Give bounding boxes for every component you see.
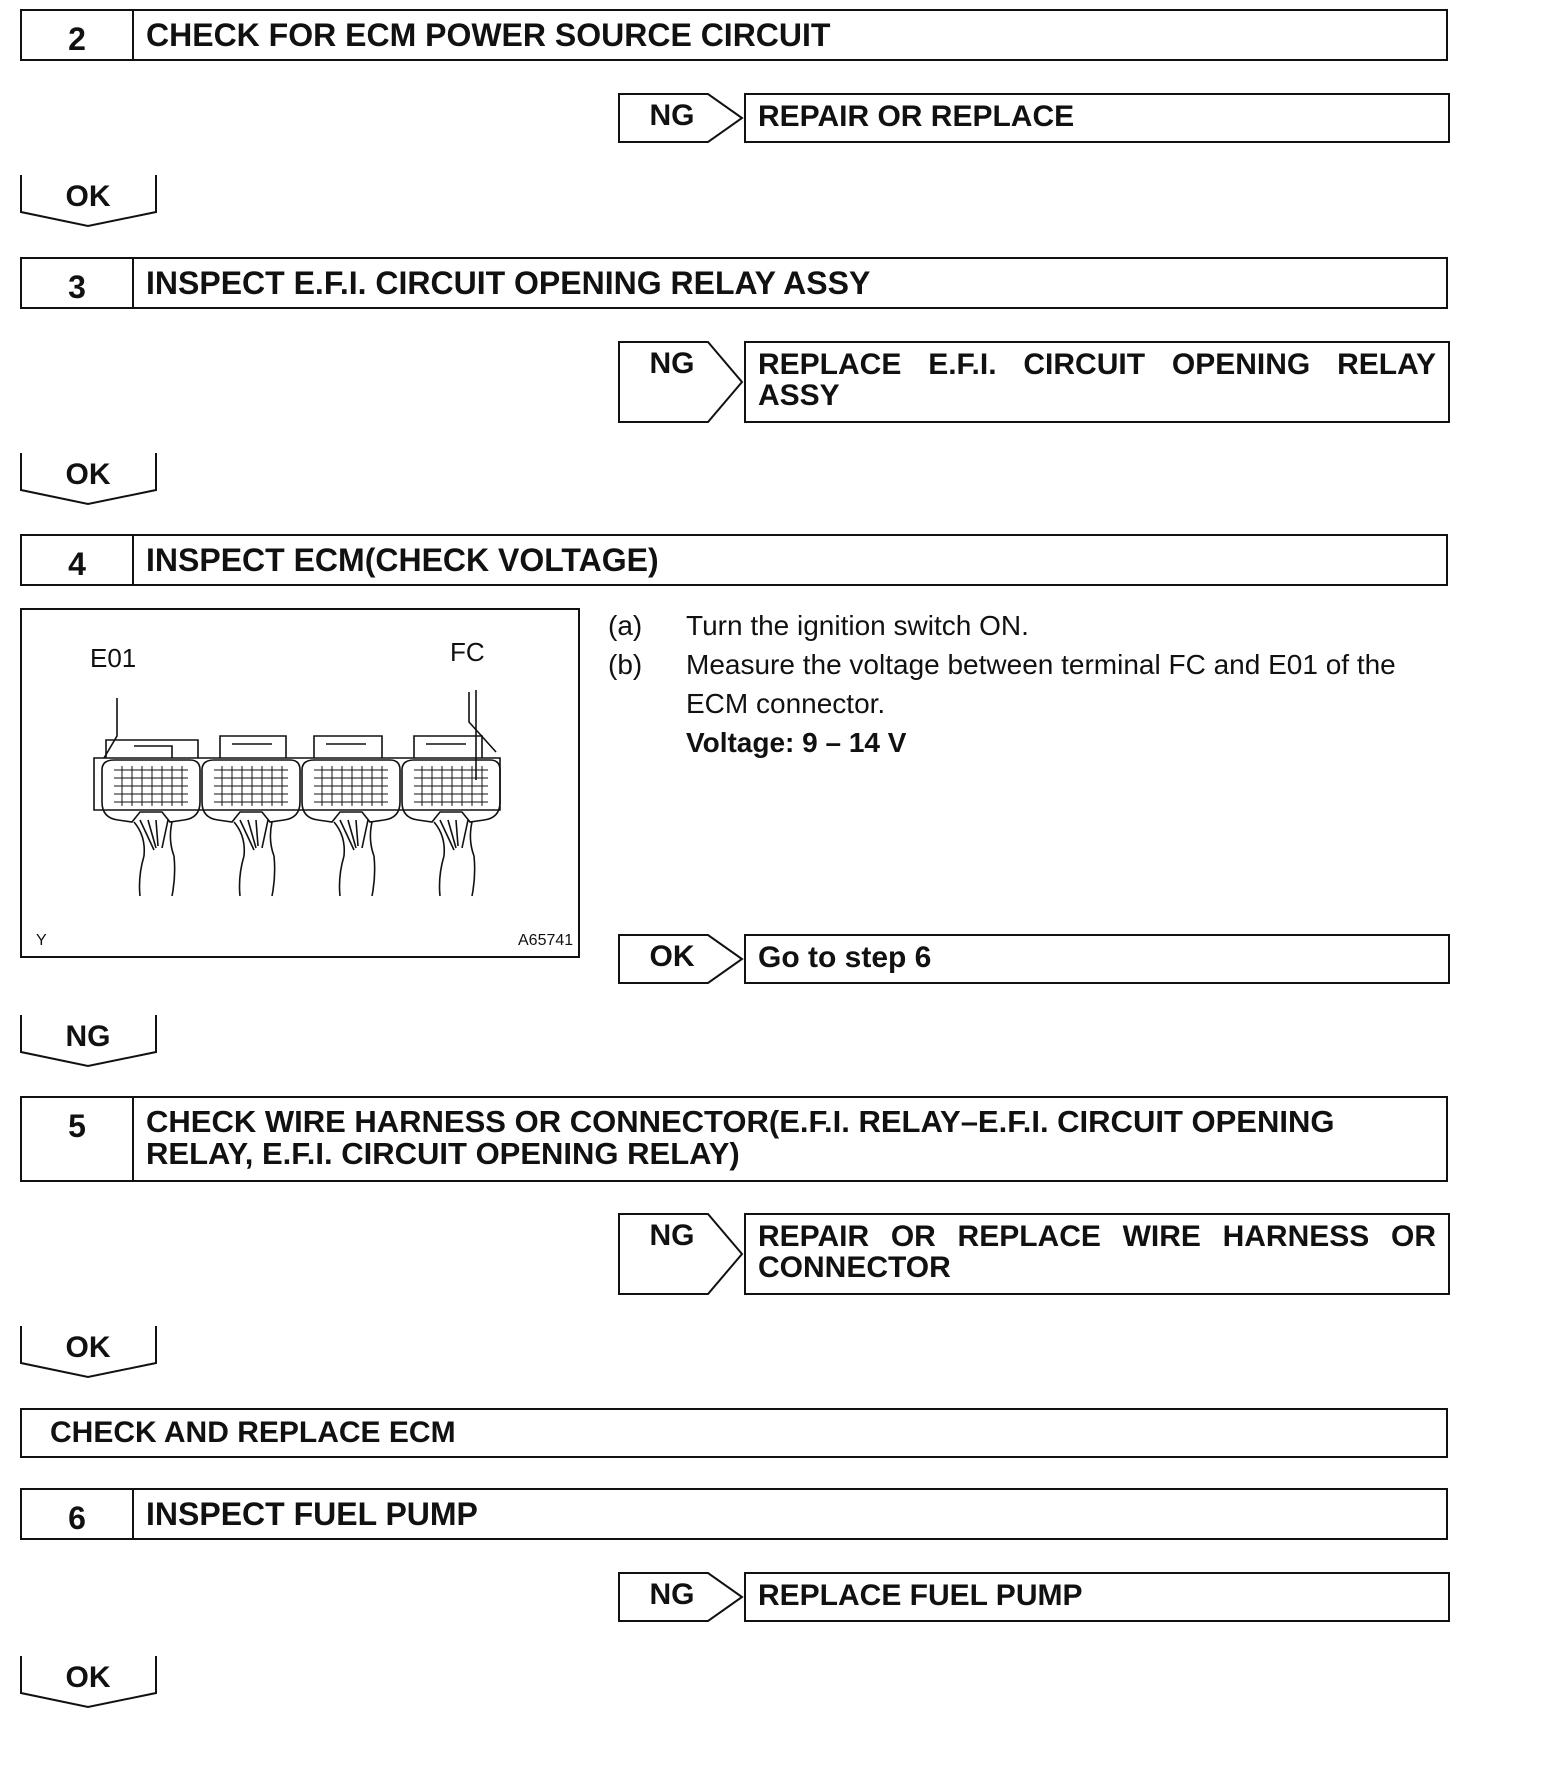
ecm-connector-figure (20, 608, 580, 958)
result-text-box: REPAIR OR REPLACE WIRE HARNESS OR CONNECTOR (744, 1213, 1450, 1295)
result-tag-label: NG (649, 1219, 695, 1252)
step-title: INSPECT E.F.I. CIRCUIT OPENING RELAY ASSY (146, 265, 871, 301)
instruction-text: Turn the ignition switch ON. (686, 610, 1029, 641)
flow-label: OK (65, 180, 111, 213)
result-tag-label: NG (649, 347, 695, 380)
flow-down-ok-4 (20, 1655, 158, 1711)
result-tag-label: OK (649, 940, 695, 973)
terminal-label-e01: E01 (90, 643, 137, 673)
flow-label: OK (65, 458, 111, 491)
step-number: 6 (22, 1490, 134, 1538)
flow-label: OK (65, 1331, 111, 1364)
result-tag-label: NG (649, 1578, 695, 1611)
result-text-box: Go to step 6 (744, 934, 1450, 984)
step-3-header (20, 257, 1448, 309)
instruction-item (608, 645, 1458, 723)
instruction-key: (b) (608, 649, 643, 680)
instruction-text: Measure the voltage between terminal FC and E01 of the ECM connector. (686, 649, 1396, 719)
terminal-label-fc: FC (450, 637, 485, 667)
step-title: CHECK FOR ECM POWER SOURCE CIRCUIT (146, 17, 831, 53)
step-5-header (20, 1096, 1448, 1182)
step-4-header (20, 534, 1448, 586)
flow-down-ok-2 (20, 452, 158, 508)
instruction-key: (a) (608, 610, 643, 641)
step-number: 4 (22, 536, 134, 584)
result-tag-label: NG (649, 99, 695, 132)
step-title: CHECK WIRE HARNESS OR CONNECTOR(E.F.I. RELAY–E.F.I. CIRCUIT OPENING RELAY, E.F.I. CIRCUIT OPENING RELAY) (146, 1104, 1335, 1171)
result-text-box: REPAIR OR REPLACE (744, 93, 1450, 143)
figure-id: A65741 (518, 932, 574, 949)
step-number: 2 (22, 11, 134, 59)
step-title: INSPECT FUEL PUMP (146, 1496, 478, 1532)
figure-corner-code: Y (36, 932, 47, 949)
step-6-header (20, 1488, 1448, 1540)
step-title: INSPECT ECM(CHECK VOLTAGE) (146, 542, 659, 578)
instruction-item (608, 606, 1458, 645)
flow-down-ok-1 (20, 174, 158, 230)
flow-label: NG (65, 1020, 111, 1053)
flow-down-ng (20, 1014, 158, 1070)
step-2-header (20, 9, 1448, 61)
ecm-connector-drawing (22, 610, 578, 956)
flow-label: OK (65, 1661, 111, 1694)
flow-down-ok-3 (20, 1325, 158, 1381)
result-text-box: REPLACE FUEL PUMP (744, 1572, 1450, 1622)
step-number: 3 (22, 259, 134, 307)
step-number: 5 (22, 1098, 134, 1180)
voltage-spec: Voltage: 9 – 14 V (686, 727, 907, 758)
instruction-list (608, 606, 1458, 762)
action-check-and-replace-ecm: CHECK AND REPLACE ECM (20, 1408, 1448, 1458)
result-text-box: REPLACE E.F.I. CIRCUIT OPENING RELAY ASSY (744, 341, 1450, 423)
